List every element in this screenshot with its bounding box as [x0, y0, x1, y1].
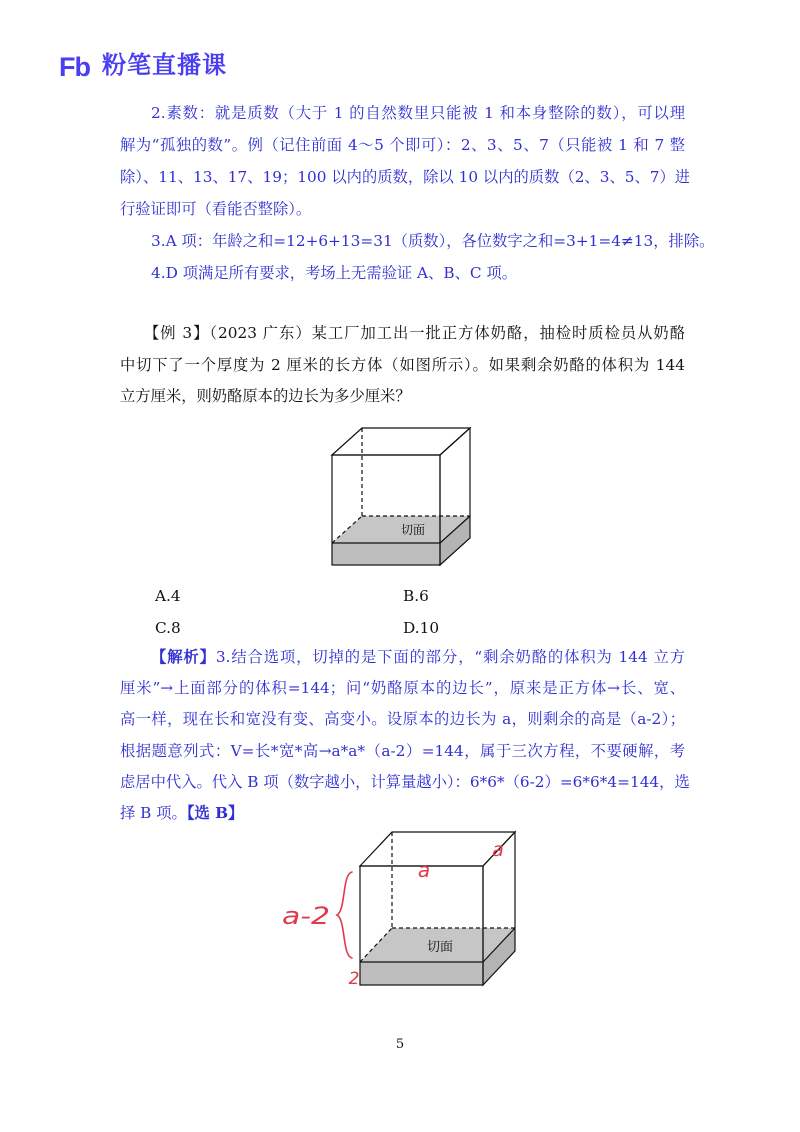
note-item-a: 3.A 项：年龄之和=12+6+13=31（质数），各位数字之和=3+1=4≠13，排除。	[151, 232, 715, 250]
analysis-line: 虑居中代入。代入 B 项（数字越小，计算量越小）：6*6*（6-2）=6*6*4=144，选	[120, 772, 690, 791]
prime-number-notes	[120, 97, 715, 289]
analysis-tag: 【解析】	[151, 648, 216, 666]
question-line: 立方厘米，则奶酪原本的边长为多少厘米？	[120, 387, 411, 405]
brand-name: 粉笔直播课	[102, 52, 227, 79]
annotation-slab-thickness: 2	[348, 969, 360, 989]
analysis-section	[120, 642, 690, 829]
note-line: 行验证即可（看能否整除）。	[120, 200, 312, 218]
analysis-line: 根据题意列式：V=长*宽*高→a*a*（a-2）=144，属于三次方程，不要硬解，考	[120, 741, 685, 760]
analysis-line	[120, 642, 685, 673]
option-b: B.6	[403, 587, 429, 605]
annotation-depth-edge: a	[492, 839, 504, 861]
question-line: 中切下了一个厚度为 2 厘米的长方体（如图所示）。如果剩余奶酪的体积为 144	[120, 355, 685, 374]
note-line: 2.素数：就是质数（大于 1 的自然数里只能被 1 和本身整除的数），可以理	[151, 104, 685, 122]
question-line: 【例 3】（2023 广东）某工厂加工出一批正方体奶酪，抽检时质检员从奶酪	[144, 324, 685, 342]
annotation-front-edge: a	[417, 858, 431, 882]
note-line: 除）、11、13、17、19；100 以内的质数，除以 10 以内的质数（2、3、5、7）进	[120, 168, 691, 186]
annotation-brace	[337, 872, 352, 958]
fenbi-logo-icon	[58, 51, 98, 81]
analysis-line: 高一样，现在长和宽没有变、高变小。设原本的边长为 a，则剩余的高是（a-2）；	[120, 710, 685, 729]
cut-face-label: 切面	[426, 940, 454, 955]
cut-face-label: 切面	[400, 523, 426, 537]
slab-front-face	[360, 962, 483, 985]
analysis-text: 3.结合选项，切掉的是下面的部分，“剩余奶酪的体积为 144 立方	[215, 648, 685, 666]
analysis-line: 厘米”→上面部分的体积=144；问“奶酪原本的边长”，原来是正方体→长、宽、	[120, 679, 685, 698]
option-d: D.10	[403, 619, 440, 637]
answer-tag: 【选 B】	[186, 803, 244, 822]
option-c: C.8	[155, 619, 181, 637]
annotated-cube-figure	[270, 820, 525, 995]
cube-top-face	[332, 428, 470, 455]
cheese-cube-figure	[326, 422, 478, 572]
logo-mark-text: Fb	[59, 52, 90, 81]
brand-logo	[58, 51, 227, 81]
slab-front-face	[332, 543, 440, 565]
note-line: 解为“孤独的数”。例（记住前面 4～5 个即可）：2、3、5、7（只能被 1 和 7 整	[120, 136, 685, 154]
example-question	[120, 318, 685, 413]
analysis-text: 择 B 项。	[120, 803, 187, 822]
page-number: 5	[395, 1037, 405, 1052]
annotation-remaining-height: a-2	[282, 902, 330, 930]
note-item-d: 4.D 项满足所有要求，考场上无需验证 A、B、C 项。	[151, 264, 518, 282]
option-a: A.4	[155, 587, 181, 605]
